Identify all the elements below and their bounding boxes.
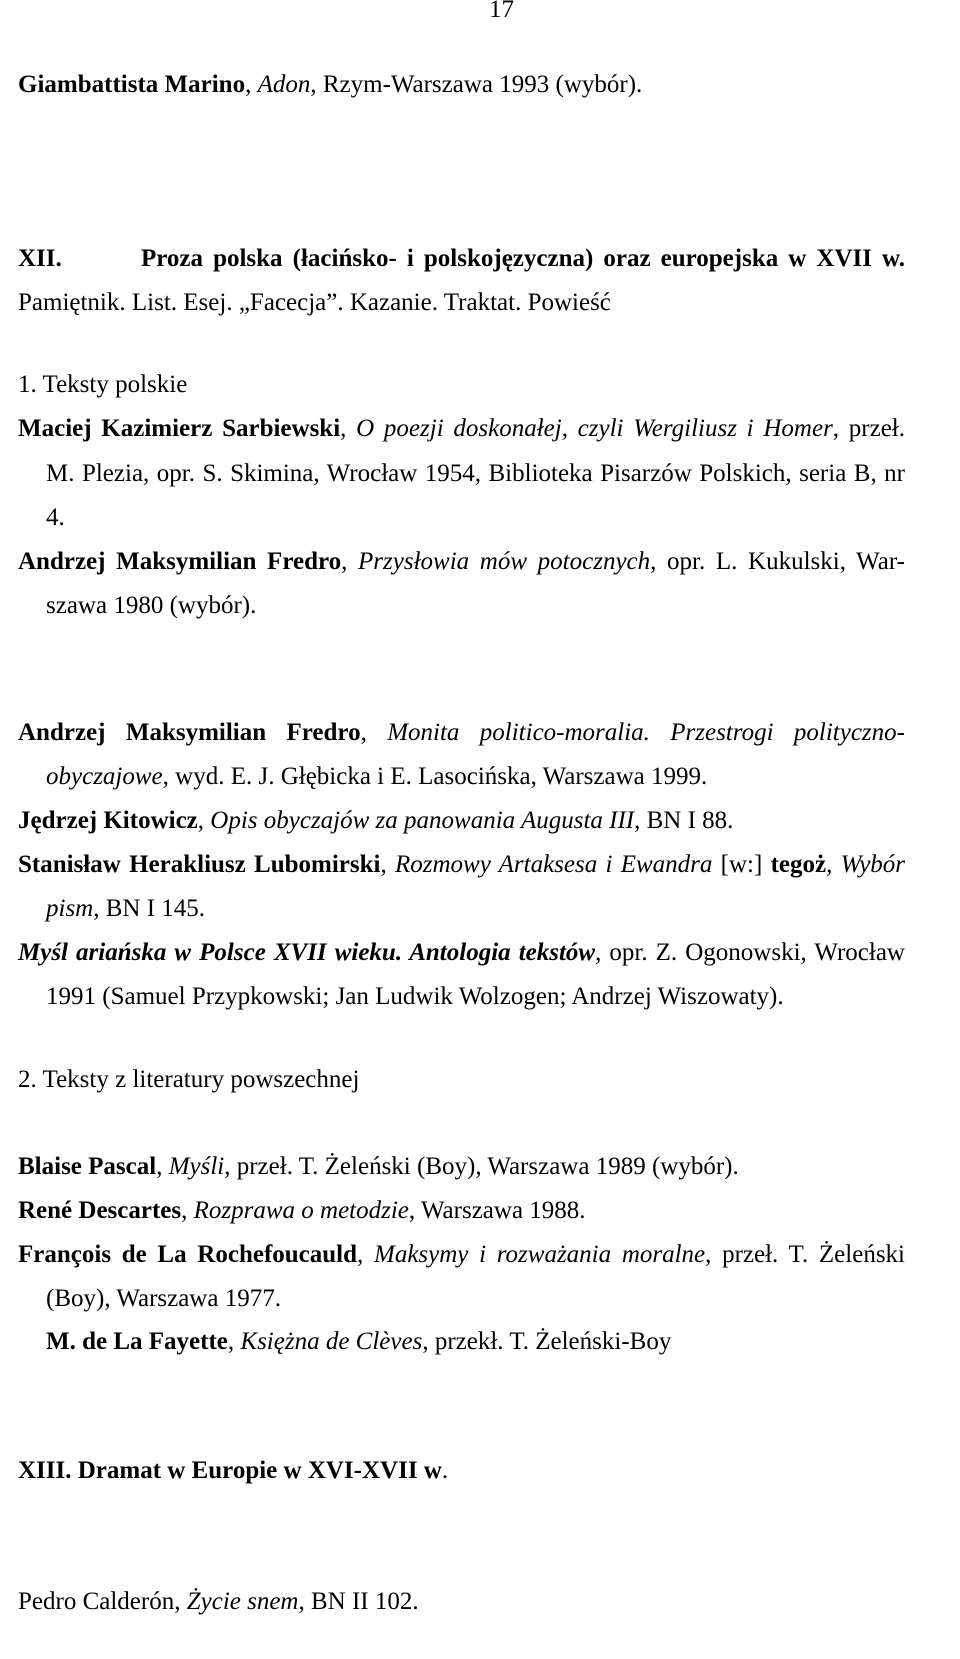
details: , przeł.	[832, 415, 905, 442]
details: , Rzym-Warszawa 1993 (wybór).	[310, 71, 643, 98]
title: Życie snem	[186, 1588, 299, 1615]
details: , przeł. T. Żeleński	[705, 1241, 905, 1268]
separator: ,	[826, 851, 841, 878]
subsection-1	[18, 370, 187, 400]
details: (Boy), Warszawa 1977.	[46, 1285, 281, 1312]
section-title: Proza polska (łacińsko- i polskojęzyczna) oraz europejska w XVII w.	[141, 245, 905, 272]
title-2-continued: pism	[46, 895, 94, 922]
details: 1991 (Samuel Przypkowski; Jan Ludwik Wolzogen; Andrzej Wiszowaty).	[46, 983, 784, 1010]
title: Przysłowia mów potocznych	[358, 548, 651, 575]
title: Monita politico-moralia. Przestrogi polityczno-	[387, 719, 905, 746]
section-title: XIII. Dramat w Europie w XVI-XVII w	[18, 1457, 442, 1484]
author: Blaise Pascal	[18, 1153, 157, 1180]
section-xii-subtitle	[18, 288, 611, 318]
entry-fredro-przyslowia	[18, 547, 905, 577]
details: , przekł. T. Żeleński-Boy	[422, 1328, 672, 1355]
separator: ,	[156, 1153, 169, 1180]
author: Andrzej Maksymilian Fredro	[18, 548, 342, 575]
author: Stanisław Herakliusz Lubomirski	[18, 851, 381, 878]
title: Maksymy i rozważania moralne	[374, 1241, 706, 1268]
separator: ,	[380, 851, 395, 878]
entry-pascal	[18, 1152, 739, 1182]
section-number: XII.	[18, 245, 62, 272]
separator: ,	[174, 1588, 187, 1615]
author: Maciej Kazimierz Sarbiewski	[18, 415, 341, 442]
title: O poezji doskonałej, czyli Wergiliusz i Homer	[356, 415, 833, 442]
tegoz: tegoż	[770, 851, 827, 878]
author: Giambattista Marino	[18, 71, 246, 98]
details: , BN II 102.	[298, 1588, 419, 1615]
title: Myśl ariańska w Polsce XVII wieku. Antologia tekstów	[18, 939, 596, 966]
details: [w:]	[712, 851, 771, 878]
details: , BN I 145.	[93, 895, 206, 922]
section-xiii-heading	[18, 1456, 448, 1486]
separator: ,	[340, 415, 357, 442]
subsection-2	[18, 1065, 359, 1095]
author: Andrzej Maksymilian Fredro	[18, 719, 361, 746]
subsection-text: 2. Teksty z literatury powszechnej	[18, 1066, 360, 1093]
subtitle-text: Pamiętnik. List. Esej. „Facecja”. Kazanie. Traktat. Powieść	[18, 289, 611, 316]
entry-descartes	[18, 1196, 586, 1226]
entry-sarbiewski	[18, 414, 905, 444]
author: Pedro Calderón	[18, 1588, 175, 1615]
entry-rochefoucauld	[18, 1240, 905, 1270]
title: Opis obyczajów za panowania Augusta III	[210, 807, 635, 834]
entry-fredro-monita	[18, 718, 905, 748]
entry-mysl-arianska	[18, 938, 905, 968]
separator: ,	[357, 1241, 374, 1268]
title: Rozmowy Artaksesa i Ewandra	[394, 851, 713, 878]
entry-la-fayette	[46, 1327, 671, 1357]
entry-lubomirski-line2	[46, 894, 205, 924]
title-2: Wybór	[840, 851, 906, 878]
entry-rochefoucauld-line2	[46, 1284, 281, 1314]
entry-marino	[18, 70, 642, 100]
subsection-text: 1. Teksty polskie	[18, 371, 188, 398]
separator: ,	[341, 548, 359, 575]
entry-mysl-arianska-line2	[46, 982, 784, 1012]
details: M. Plezia, opr. S. Skimina, Wrocław 1954, Biblioteka Pisarzów Polskich, seria B, nr	[46, 460, 905, 487]
section-dot: .	[441, 1457, 449, 1484]
title: Rozprawa o metodzie	[193, 1197, 409, 1224]
author: René Descartes	[18, 1197, 182, 1224]
entry-kitowicz	[18, 806, 733, 836]
entry-calderon	[18, 1587, 419, 1617]
entry-sarbiewski-line3	[46, 503, 65, 533]
entry-fredro-monita-line2	[46, 762, 707, 792]
section-xii-heading	[0, 244, 960, 274]
details: , przeł. T. Żeleński (Boy), Warszawa 1989 (wybór).	[224, 1153, 739, 1180]
title-continued: obyczajowe	[46, 763, 163, 790]
page-number: 17	[489, 0, 514, 23]
author: M. de La Fayette	[46, 1328, 228, 1355]
separator: ,	[245, 71, 258, 98]
details: , BN I 88.	[634, 807, 734, 834]
details: , opr. L. Kukulski, War-	[650, 548, 905, 575]
details: , opr. Z. Ogonowski, Wrocław	[595, 939, 905, 966]
entry-fredro-przyslowia-line2	[46, 591, 256, 621]
entry-lubomirski	[18, 850, 905, 880]
author: François de La Rochefoucauld	[18, 1241, 358, 1268]
author: Jędrzej Kitowicz	[18, 807, 198, 834]
entry-sarbiewski-line2	[46, 459, 905, 489]
separator: ,	[227, 1328, 241, 1355]
details: 4.	[46, 504, 65, 531]
separator: ,	[197, 807, 211, 834]
title: Księżna de Clèves	[240, 1328, 423, 1355]
title: Myśli	[168, 1153, 225, 1180]
separator: ,	[181, 1197, 194, 1224]
details: szawa 1980 (wybór).	[46, 592, 257, 619]
title: Adon	[257, 71, 311, 98]
details: , Warszawa 1988.	[408, 1197, 586, 1224]
details: , wyd. E. J. Głębicka i E. Lasocińska, Warszawa 1999.	[162, 763, 708, 790]
separator: ,	[360, 719, 388, 746]
